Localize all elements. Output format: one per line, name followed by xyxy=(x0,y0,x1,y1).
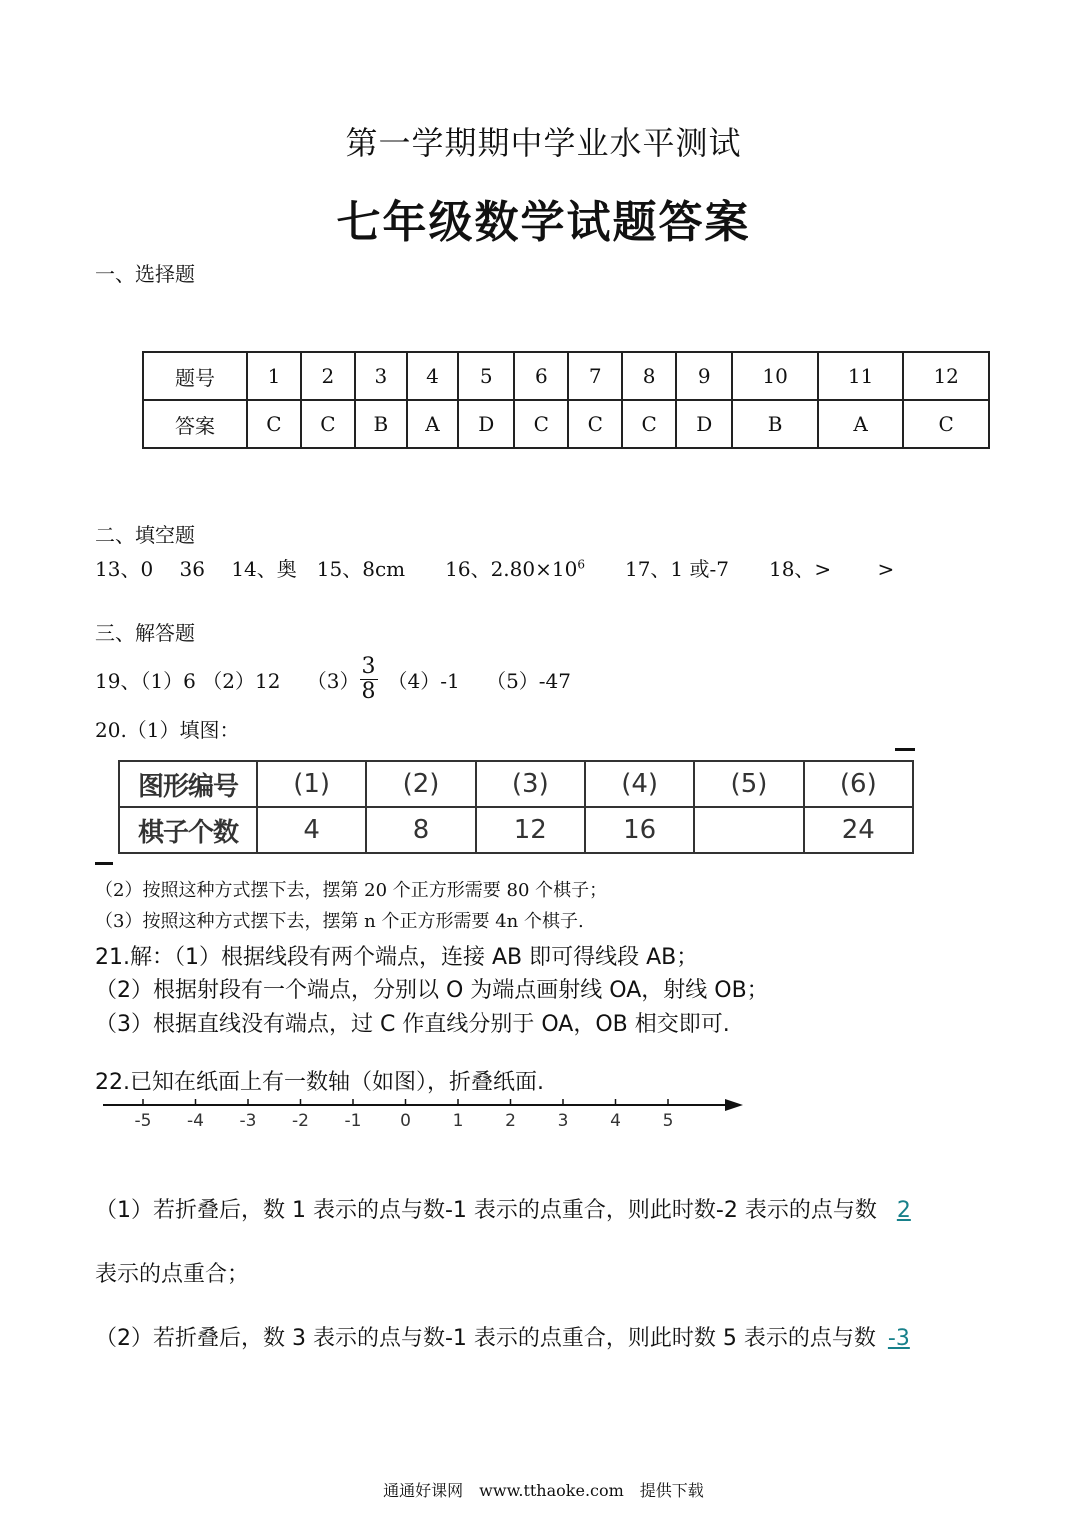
q21-part3: （3）根据直线没有端点，过 C 作直线分别于 OA，OB 相交即可. xyxy=(95,1012,730,1037)
table-cell: (2) xyxy=(366,761,475,807)
axis-tick-label: -5 xyxy=(134,1111,152,1131)
table-cell: (5) xyxy=(694,761,803,807)
table-header-cell: 题号 xyxy=(143,352,247,400)
arrow-icon xyxy=(725,1099,743,1111)
table-row xyxy=(119,807,913,853)
page-subtitle: 七年级数学试题答案 xyxy=(336,197,751,248)
section-heading-fill: 二、填空题 xyxy=(95,523,195,547)
table-cell: 16 xyxy=(585,807,694,853)
divider-mark xyxy=(95,862,113,865)
axis-tick-label: 2 xyxy=(505,1111,516,1131)
table-cell: 5 xyxy=(458,352,514,400)
page-title: 第一学期期中学业水平测试 xyxy=(345,124,742,162)
table-header-cell: 答案 xyxy=(143,400,247,448)
fill-answers-text: 13、0 36 14、奥 15、8cm 16、2.80×10 xyxy=(95,557,578,581)
table-cell: C xyxy=(568,400,622,448)
table-cell: 2 xyxy=(301,352,355,400)
table-cell: B xyxy=(355,400,407,448)
table-cell: D xyxy=(458,400,514,448)
axis-tick-label: 5 xyxy=(662,1111,674,1131)
table-cell: (1) xyxy=(257,761,366,807)
axis-tick-label: -2 xyxy=(292,1111,309,1131)
q22-part1-text: （1）若折叠后，数 1 表示的点与数-1 表示的点重合，则此时数-2 表示的点与数 xyxy=(95,1198,877,1223)
table-cell: A xyxy=(407,400,458,448)
table-cell: (6) xyxy=(804,761,913,807)
table-cell: 12 xyxy=(476,807,585,853)
q19-text: 19、（1）6 （2）12 （3） xyxy=(95,668,360,693)
q21-part2: （2）根据射段有一个端点，分别以 O 为端点画射线 OA，射线 OB； xyxy=(95,978,769,1003)
section-heading-solve: 三、解答题 xyxy=(95,621,195,645)
table-cell: 6 xyxy=(514,352,568,400)
table-cell: 1 xyxy=(247,352,301,400)
exponent: 6 xyxy=(577,557,585,572)
table-cell: 11 xyxy=(818,352,904,400)
table-cell: (3) xyxy=(476,761,585,807)
fraction-denominator: 8 xyxy=(361,678,376,704)
answer-value: -3 xyxy=(887,1326,910,1351)
q22-part1-tail: 表示的点重合； xyxy=(95,1262,250,1287)
table-cell: 7 xyxy=(568,352,622,400)
q21-part1: 21.解：（1）根据线段有两个端点，连接 AB 即可得线段 AB； xyxy=(95,945,699,970)
q22-intro: 22.已知在纸面上有一数轴（如图），折叠纸面. xyxy=(95,1070,544,1095)
q20-intro: 20.（1）填图： xyxy=(95,718,240,742)
q22-part1 xyxy=(95,1193,911,1224)
table-cell: 12 xyxy=(903,352,989,400)
axis-tick-label: -1 xyxy=(344,1111,362,1131)
table-row xyxy=(143,400,989,448)
axis-tick-label: -4 xyxy=(187,1111,204,1131)
q19-text-tail: （4）-1 （5）-47 xyxy=(377,668,572,693)
table-cell xyxy=(694,807,803,853)
number-line xyxy=(95,1092,755,1142)
table-cell: C xyxy=(247,400,301,448)
choice-answer-table xyxy=(142,351,990,449)
table-cell: 4 xyxy=(257,807,366,853)
q22-part2-text: （2）若折叠后，数 3 表示的点与数-1 表示的点重合，则此时数 5 表示的点与数 xyxy=(95,1326,876,1351)
table-cell: 9 xyxy=(676,352,732,400)
fill-answers-tail: 17、1 或-7 18、> > xyxy=(584,557,895,581)
chess-count-table xyxy=(118,760,914,854)
axis-tick-label: -3 xyxy=(239,1111,257,1131)
table-cell: 3 xyxy=(355,352,407,400)
table-cell: 24 xyxy=(804,807,913,853)
axis-tick-label: 3 xyxy=(557,1111,569,1131)
q20-part2: （2）按照这种方式摆下去，摆第 20 个正方形需要 80 个棋子； xyxy=(95,880,608,901)
table-cell: B xyxy=(732,400,818,448)
table-cell: A xyxy=(818,400,904,448)
section-heading-choice: 一、选择题 xyxy=(95,262,195,286)
table-cell: (4) xyxy=(585,761,694,807)
q22-part2 xyxy=(95,1321,910,1352)
table-row xyxy=(119,761,913,807)
fraction-numerator: 3 xyxy=(361,654,376,680)
fill-answers-line xyxy=(95,553,894,582)
fraction xyxy=(360,655,378,702)
table-cell: C xyxy=(301,400,355,448)
table-header-cell: 棋子个数 xyxy=(119,807,257,853)
q19-line xyxy=(95,650,571,708)
axis-tick-label: 4 xyxy=(610,1111,621,1131)
answer-value: 2 xyxy=(896,1198,911,1223)
table-cell: 10 xyxy=(732,352,818,400)
table-header-cell: 图形编号 xyxy=(119,761,257,807)
table-cell: C xyxy=(622,400,676,448)
table-cell: C xyxy=(903,400,989,448)
table-cell: D xyxy=(676,400,732,448)
axis-tick-label: 0 xyxy=(400,1111,411,1131)
table-row xyxy=(143,352,989,400)
axis-tick-label: 1 xyxy=(452,1111,464,1131)
table-cell: 8 xyxy=(622,352,676,400)
footer-credit: 通通好课网 www.tthaoke.com 提供下载 xyxy=(383,1481,704,1500)
divider-mark xyxy=(895,748,915,751)
table-cell: C xyxy=(514,400,568,448)
table-cell: 4 xyxy=(407,352,458,400)
q20-part3: （3）按照这种方式摆下去，摆第 n 个正方形需要 4n 个棋子. xyxy=(95,911,584,932)
table-cell: 8 xyxy=(366,807,475,853)
